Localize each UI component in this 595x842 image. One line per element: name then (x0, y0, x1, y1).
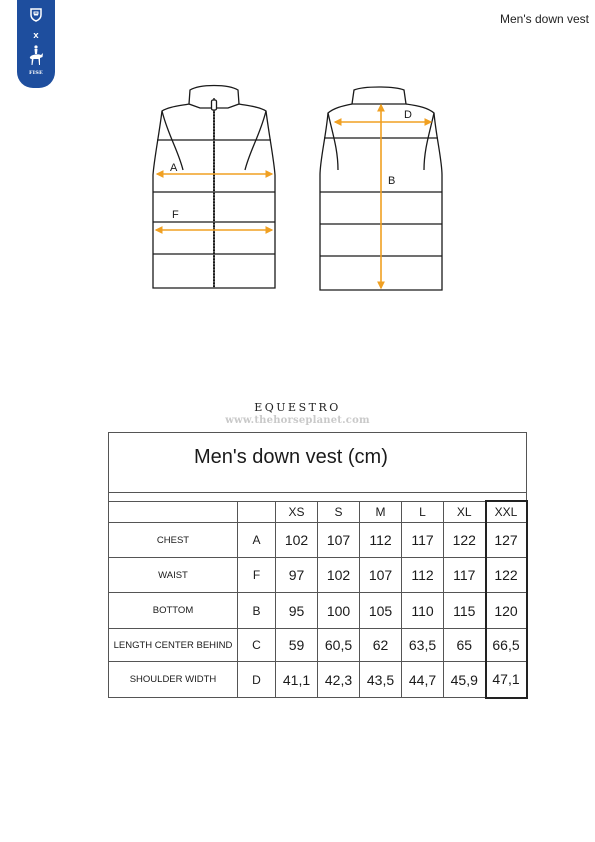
row-code: D (238, 662, 276, 698)
value-cell: 66,5 (486, 629, 527, 662)
value-cell: 95 (276, 593, 318, 629)
size-header: M (360, 501, 402, 523)
size-header: XXL (486, 501, 527, 523)
row-label: BOTTOM (109, 593, 238, 629)
row-code: A (238, 523, 276, 558)
value-cell: 117 (444, 558, 486, 593)
row-code: F (238, 558, 276, 593)
value-cell: 107 (318, 523, 360, 558)
value-cell: 127 (486, 523, 527, 558)
value-cell: 60,5 (318, 629, 360, 662)
value-cell: 112 (360, 523, 402, 558)
table-title: Men's down vest (cm) (109, 433, 527, 483)
value-cell: 102 (276, 523, 318, 558)
size-header-row (109, 501, 527, 523)
badge-org: FISE (28, 70, 44, 76)
horse-rider-icon (28, 44, 44, 68)
table-row (109, 558, 527, 593)
document-title: Men's down vest (500, 12, 589, 26)
header-empty-cell (109, 501, 238, 523)
value-cell: 107 (360, 558, 402, 593)
vest-front-drawing (153, 86, 275, 289)
brand-name: EQUESTRO (254, 401, 341, 414)
value-cell: 62 (360, 629, 402, 662)
value-cell: 45,9 (444, 662, 486, 698)
size-chart-table (108, 432, 528, 699)
value-cell: 122 (444, 523, 486, 558)
value-cell: 112 (402, 558, 444, 593)
logo-badge (17, 0, 55, 88)
value-cell: 122 (486, 558, 527, 593)
value-cell: 97 (276, 558, 318, 593)
value-cell: 110 (402, 593, 444, 629)
table-row (109, 523, 527, 558)
table-row (109, 629, 527, 662)
table-spacer (109, 482, 527, 493)
value-cell: 59 (276, 629, 318, 662)
brand-url: www.thehorseplanet.com (225, 415, 370, 426)
row-code: B (238, 593, 276, 629)
value-cell: 65 (444, 629, 486, 662)
table-row (109, 593, 527, 629)
table-spacer (109, 493, 527, 502)
waist-code-label: F (172, 209, 179, 221)
size-header: L (402, 501, 444, 523)
shield-icon (29, 8, 43, 22)
row-code: C (238, 629, 276, 662)
value-cell: 63,5 (402, 629, 444, 662)
value-cell: 47,1 (486, 662, 527, 698)
value-cell: 120 (486, 593, 527, 629)
value-cell: 100 (318, 593, 360, 629)
badge-separator: X (33, 32, 39, 40)
value-cell: 102 (318, 558, 360, 593)
size-header: XL (444, 501, 486, 523)
value-cell: 41,1 (276, 662, 318, 698)
row-label: WAIST (109, 558, 238, 593)
value-cell: 43,5 (360, 662, 402, 698)
value-cell: 42,3 (318, 662, 360, 698)
chest-code-label: A (170, 162, 178, 174)
size-header: S (318, 501, 360, 523)
value-cell: 115 (444, 593, 486, 629)
row-label: LENGTH CENTER BEHIND (109, 629, 238, 662)
header-empty-cell (238, 501, 276, 523)
row-label: CHEST (109, 523, 238, 558)
value-cell: 105 (360, 593, 402, 629)
table-row (109, 662, 527, 698)
value-cell: 117 (402, 523, 444, 558)
shoulder-code-label: D (404, 109, 412, 121)
vest-measurement-diagrams (148, 80, 448, 295)
length-code-label: B (388, 175, 396, 187)
row-label: SHOULDER WIDTH (109, 662, 238, 698)
value-cell: 44,7 (402, 662, 444, 698)
size-header: XS (276, 501, 318, 523)
